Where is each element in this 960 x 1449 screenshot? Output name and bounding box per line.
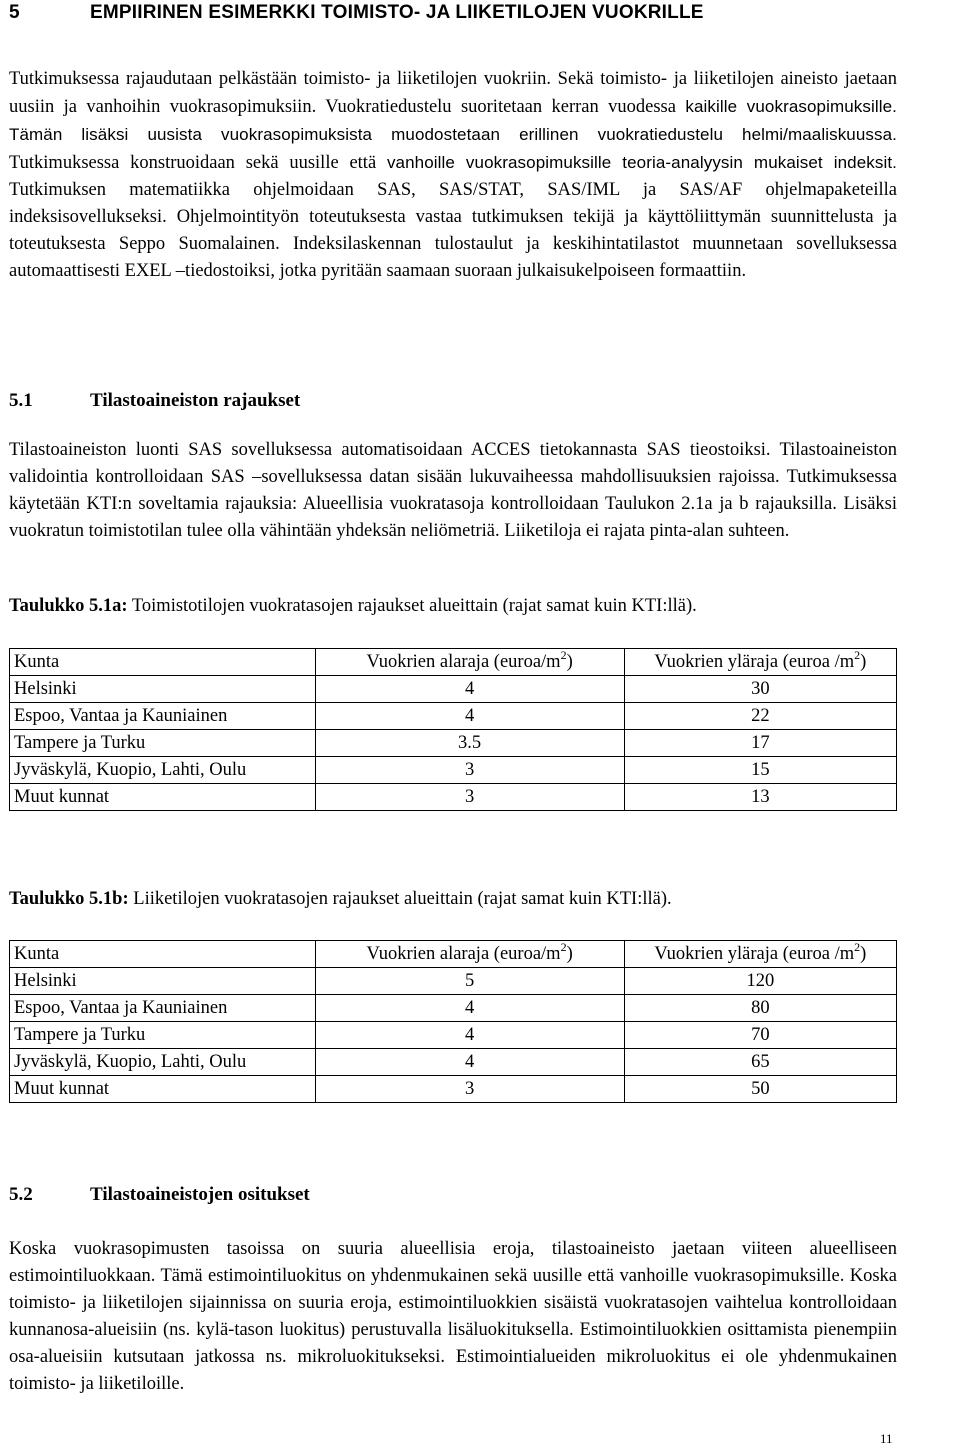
section-5-1-title: Tilastoaineiston rajaukset (90, 390, 301, 411)
section-5-1-heading (9, 390, 300, 412)
chapter-title: EMPIIRINEN ESIMERKKI TOIMISTO- JA LIIKETILOJEN VUOKRILLE (90, 2, 704, 23)
section-5-2-paragraph: Koska vuokrasopimusten tasoissa on suuria alueellisia eroja, tilastoaineisto jaetaan viiteen alueelliseen estimointiluokkaan. Tämä estimointiluokitus on yhdenmukainen sekä uusille että vanhoille vuokrasopimuksille. Koska toimisto- ja liiketilojen sijainnissa on suuria eroja, estimointiluokkien sisäistä vuokratasojen vaihtelua kontrolloidaan kunnanosa-alueisiin (ns. kylä-tason luokitus) perustuvalla lisäluokituksella. Estimointiluokkien osittamista pienempiin osa-alueisiin kutsutaan jatkossa ns. mikroluokitukseksi. Estimointialueiden mikroluokitus ei ole yhdenmukainen toimisto- ja liiketiloille. (9, 1239, 897, 1394)
table-a-label: Taulukko 5.1a: (9, 596, 128, 616)
table-row (10, 1049, 897, 1076)
table-b-label: Taulukko 5.1b: (9, 889, 129, 909)
table-row (10, 968, 897, 995)
section-5-1-paragraph: Tilastoaineiston luonti SAS sovelluksessa automatisoidaan ACCES tietokannasta SAS tieostoiksi. Tilastoaineiston validointia kontrolloidaan SAS –sovelluksessa datan sisään lukuvaiheessa mahdollisuuksien rajoissa. Tutkimuksessa käytetään KTI:n soveltamia rajauksia: Alueellisia vuokratasoja kontrolloidaan Taulukon 2.1a ja b rajauksilla. Lisäksi vuokratun toimistotilan tulee olla vähintään yhdeksän neliömetriä. Liiketiloja ei rajata pinta-alan suhteen. (9, 440, 897, 541)
table-row (10, 730, 897, 757)
cell-kunta: Helsinki (10, 968, 316, 995)
header-ylaraja: Vuokrien yläraja (euroa $/m^2$) (624, 649, 896, 676)
table-row (10, 784, 897, 811)
cell-kunta: Tampere ja Turku (10, 730, 316, 757)
cell-min: 3.5 (315, 730, 624, 757)
cell-kunta: Jyväskylä, Kuopio, Lahti, Oulu (10, 757, 316, 784)
intro-sentence-2: kaikille vuokrasopimuksille. Tämän lisäksi uusista vuokrasopimuksista muodostetaan erillinen vuokratiedustelu helmi/maaliskuussa. (9, 97, 897, 144)
table-b (9, 940, 897, 1103)
cell-min: 4 (315, 1022, 624, 1049)
cell-min: 3 (315, 757, 624, 784)
table-a (9, 648, 897, 811)
cell-min: 3 (315, 1076, 624, 1103)
section-5-1-number: 5.1 (9, 390, 33, 411)
section-5-2-number: 5.2 (9, 1184, 33, 1205)
table-row (10, 757, 897, 784)
page-number: 11 (880, 1431, 893, 1446)
cell-kunta: Muut kunnat (10, 1076, 316, 1103)
cell-max: 120 (624, 968, 896, 995)
section-5-2-title: Tilastoaineistojen ositukset (90, 1184, 310, 1205)
intro-sentence-4: vanhoille vuokrasopimuksille teoria-analyysin mukaiset indeksit. (386, 153, 897, 172)
table-row (10, 1022, 897, 1049)
cell-max: 65 (624, 1049, 896, 1076)
cell-kunta: Tampere ja Turku (10, 1022, 316, 1049)
chapter-heading (9, 2, 704, 24)
table-row (10, 703, 897, 730)
cell-min: 4 (315, 703, 624, 730)
cell-kunta: Muut kunnat (10, 784, 316, 811)
table-row (10, 676, 897, 703)
table-a-caption (9, 596, 697, 617)
table-row (10, 1076, 897, 1103)
header-kunta: Kunta (10, 649, 316, 676)
cell-min: 3 (315, 784, 624, 811)
table-row (10, 995, 897, 1022)
intro-sentence-1: Tutkimuksessa rajaudutaan pelkästään toimisto- ja liiketilojen vuokriin. Sekä toimisto- ja liiketilojen aineisto jaetaan uusiin ja vanhoihin vuokrasopimuksiin. Vuokratiedustelu suoritetaan kerran vuodessa (9, 69, 897, 117)
cell-max: 50 (624, 1076, 896, 1103)
cell-min: 5 (315, 968, 624, 995)
cell-max: 80 (624, 995, 896, 1022)
intro-sentence-3: Tutkimuksessa konstruoidaan sekä uusille että (9, 153, 377, 173)
intro-sentence-5: Tutkimuksen matematiikka ohjelmoidaan SAS, SAS/STAT, SAS/IML ja SAS/AF ohjelmapaketeilla indeksisovellukseksi. Ohjelmointityön toteutuksesta vastaa tutkimuksen tekijä ja käyttöliittymän suunnittelusta ja toteutuksesta Seppo Suomalainen. Indeksilaskennan tulostaulut ja keskihintatilastot muunnetaan sovelluksessa automaattisesti EXEL –tiedostoiksi, jotka pyritään saamaan suoraan julkaisukelpoiseen formaattiin. (9, 180, 897, 281)
chapter-number: 5 (9, 2, 20, 23)
cell-max: 70 (624, 1022, 896, 1049)
header-alaraja: Vuokrien alaraja $(euroa/m^2)$ (315, 941, 624, 968)
table-b-caption-text: Liiketilojen vuokratasojen rajaukset alueittain (rajat samat kuin KTI:llä). (128, 889, 672, 909)
header-alaraja: Vuokrien alaraja $(euroa/m^2)$ (315, 649, 624, 676)
cell-min: 4 (315, 995, 624, 1022)
table-header-row (10, 941, 897, 968)
cell-max: 30 (624, 676, 896, 703)
cell-min: 4 (315, 1049, 624, 1076)
cell-min: 4 (315, 676, 624, 703)
cell-kunta: Espoo, Vantaa ja Kauniainen (10, 703, 316, 730)
header-ylaraja: Vuokrien yläraja (euroa $/m^2$) (624, 941, 896, 968)
cell-max: 22 (624, 703, 896, 730)
cell-max: 17 (624, 730, 896, 757)
cell-kunta: Espoo, Vantaa ja Kauniainen (10, 995, 316, 1022)
table-a-caption-text: Toimistotilojen vuokratasojen rajaukset alueittain (rajat samat kuin KTI:llä). (127, 596, 697, 616)
table-b-caption (9, 889, 672, 910)
cell-kunta: Jyväskylä, Kuopio, Lahti, Oulu (10, 1049, 316, 1076)
header-kunta: Kunta (10, 941, 316, 968)
intro-paragraph (9, 66, 897, 285)
cell-max: 13 (624, 784, 896, 811)
table-header-row (10, 649, 897, 676)
section-5-2-heading (9, 1184, 310, 1206)
cell-kunta: Helsinki (10, 676, 316, 703)
cell-max: 15 (624, 757, 896, 784)
